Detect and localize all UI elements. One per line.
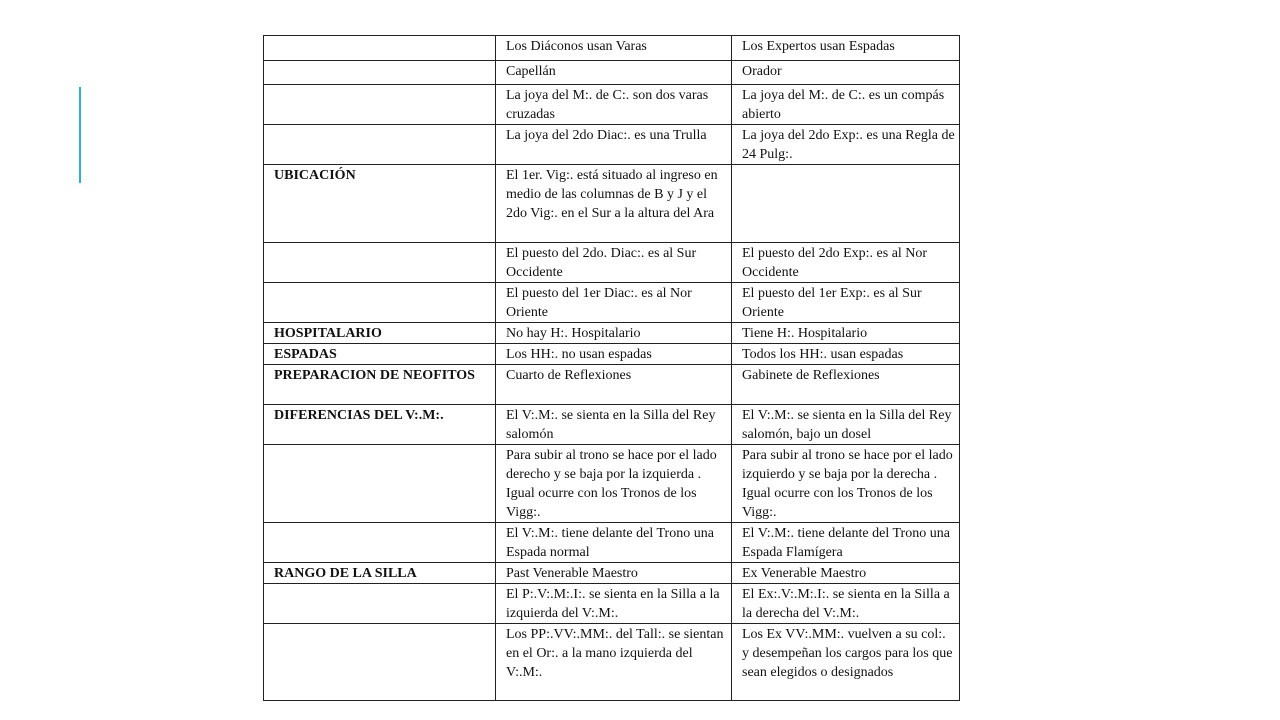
diaconos-cell: El P:.V:.M:.I:. se sienta en la Silla a la izquierda del V:.M:. — [496, 584, 732, 624]
row-label — [264, 584, 496, 624]
diaconos-cell: El V:.M:. se sienta en la Silla del Rey salomón — [496, 405, 732, 445]
diaconos-cell: Los PP:.VV:.MM:. del Tall:. se sientan en el Or:. a la mano izquierda del V:.M:. — [496, 624, 732, 701]
row-label — [264, 243, 496, 283]
expertos-cell: Ex Venerable Maestro — [732, 563, 960, 584]
diaconos-cell: Para subir al trono se hace por el lado derecho y se baja por la izquierda . Igual ocurre con los Tronos de los Vigg:. — [496, 445, 732, 523]
expertos-cell: El V:.M:. se sienta en la Silla del Rey salomón, bajo un dosel — [732, 405, 960, 445]
expertos-cell: El puesto del 2do Exp:. es al Nor Occidente — [732, 243, 960, 283]
row-label: RANGO DE LA SILLA — [264, 563, 496, 584]
table-row — [264, 523, 960, 563]
table-row — [264, 624, 960, 701]
table-row — [264, 283, 960, 323]
expertos-cell — [732, 165, 960, 243]
expertos-cell: La joya del 2do Exp:. es una Regla de 24 Pulg:. — [732, 125, 960, 165]
row-label: DIFERENCIAS DEL V:.M:. — [264, 405, 496, 445]
row-label: ESPADAS — [264, 344, 496, 365]
table-row — [264, 36, 960, 61]
table-row — [264, 584, 960, 624]
table-row — [264, 445, 960, 523]
expertos-cell: Para subir al trono se hace por el lado izquierdo y se baja por la derecha . Igual ocurre con los Tronos de los Vigg:. — [732, 445, 960, 523]
expertos-cell: El Ex:.V:.M:.I:. se sienta en la Silla a la derecha del V:.M:. — [732, 584, 960, 624]
table-row — [264, 323, 960, 344]
diaconos-cell: El puesto del 2do. Diac:. es al Sur Occidente — [496, 243, 732, 283]
row-label — [264, 624, 496, 701]
diaconos-cell: Los HH:. no usan espadas — [496, 344, 732, 365]
expertos-cell: La joya del M:. de C:. es un compás abierto — [732, 85, 960, 125]
diaconos-cell: Cuarto de Reflexiones — [496, 365, 732, 405]
expertos-cell: Orador — [732, 61, 960, 85]
diaconos-cell: Los Diáconos usan Varas — [496, 36, 732, 61]
diaconos-cell: La joya del 2do Diac:. es una Trulla — [496, 125, 732, 165]
table-row — [264, 85, 960, 125]
row-label — [264, 61, 496, 85]
expertos-cell: Todos los HH:. usan espadas — [732, 344, 960, 365]
diaconos-cell: No hay H:. Hospitalario — [496, 323, 732, 344]
table-row — [264, 405, 960, 445]
row-label: HOSPITALARIO — [264, 323, 496, 344]
expertos-cell: Los Expertos usan Espadas — [732, 36, 960, 61]
table-row — [264, 125, 960, 165]
table-row — [264, 344, 960, 365]
expertos-cell: El puesto del 1er Exp:. es al Sur Oriente — [732, 283, 960, 323]
diaconos-cell: El puesto del 1er Diac:. es al Nor Oriente — [496, 283, 732, 323]
row-label: UBICACIÓN — [264, 165, 496, 243]
diaconos-cell: El 1er. Vig:. está situado al ingreso en medio de las columnas de B y J y el 2do Vig:. en el Sur a la altura del Ara — [496, 165, 732, 243]
diaconos-cell: El V:.M:. tiene delante del Trono una Espada normal — [496, 523, 732, 563]
accent-bar — [79, 87, 81, 183]
row-label — [264, 283, 496, 323]
row-label — [264, 523, 496, 563]
row-label — [264, 125, 496, 165]
table-row — [264, 61, 960, 85]
expertos-cell: Los Ex VV:.MM:. vuelven a su col:. y desempeñan los cargos para los que sean elegidos o designados — [732, 624, 960, 701]
row-label — [264, 445, 496, 523]
row-label — [264, 36, 496, 61]
expertos-cell: El V:.M:. tiene delante del Trono una Espada Flamígera — [732, 523, 960, 563]
table-row — [264, 165, 960, 243]
expertos-cell: Tiene H:. Hospitalario — [732, 323, 960, 344]
diaconos-cell: La joya del M:. de C:. son dos varas cruzadas — [496, 85, 732, 125]
table-row — [264, 365, 960, 405]
diaconos-cell: Capellán — [496, 61, 732, 85]
table-row — [264, 243, 960, 283]
table-row — [264, 563, 960, 584]
diaconos-cell: Past Venerable Maestro — [496, 563, 732, 584]
expertos-cell: Gabinete de Reflexiones — [732, 365, 960, 405]
row-label — [264, 85, 496, 125]
comparison-table — [263, 35, 960, 701]
row-label: PREPARACION DE NEOFITOS — [264, 365, 496, 405]
